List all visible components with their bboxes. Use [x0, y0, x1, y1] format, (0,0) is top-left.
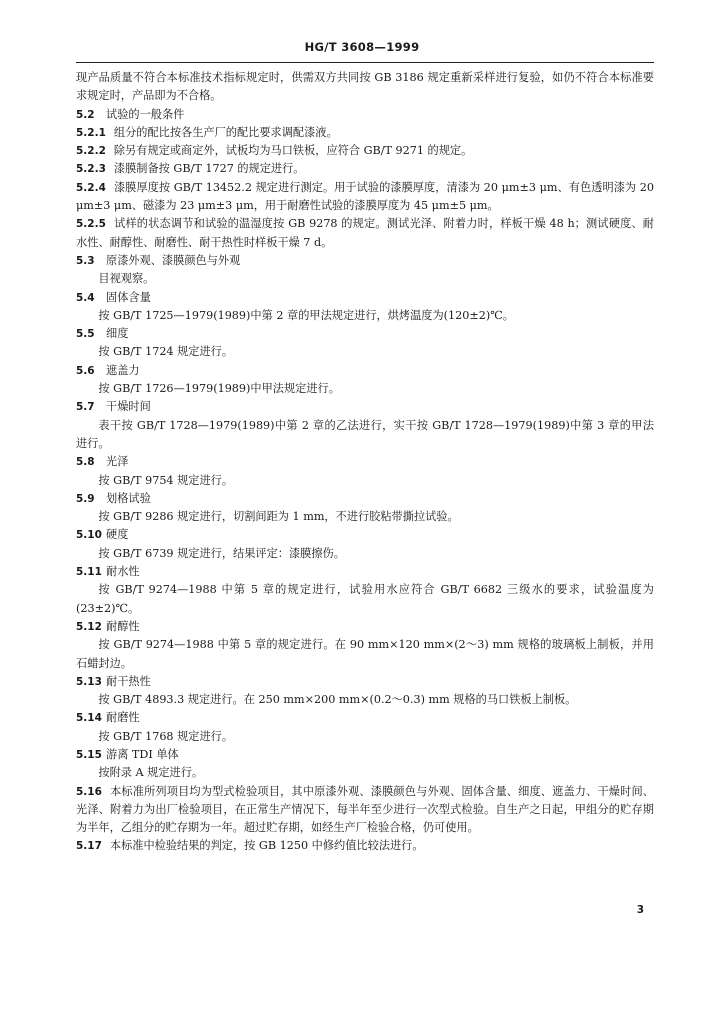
section-title: 试验的一般条件: [106, 107, 185, 121]
section-5-6-body: 按 GB/T 1726—1979(1989)中甲法规定进行。: [98, 382, 340, 396]
clause-text: 除另有规定或商定外，试板均为马口铁板，应符合 GB/T 9271 的规定。: [113, 144, 473, 158]
section-title: 遮盖力: [106, 363, 140, 377]
section-5-4-body: 按 GB/T 1725—1979(1989)中第 2 章的甲法规定进行，烘烤温度为(120±2)℃。: [98, 308, 514, 322]
section-5-3-heading: [76, 252, 654, 270]
clause-5-2-5: [76, 215, 654, 252]
section-5-13-heading: [76, 673, 654, 691]
section-5-8-heading: [76, 453, 654, 471]
section-number: 5.7: [76, 401, 95, 414]
section-title: 原漆外观、漆膜颜色与外观: [106, 253, 241, 267]
section-5-15-body: 按附录 A 规定进行。: [98, 766, 204, 780]
clause-5-2-3: [76, 160, 654, 178]
section-title: 固体含量: [106, 290, 151, 304]
clause-number: 5.2.1: [76, 126, 106, 139]
section-5-11-body: 按 GB/T 9274—1988 中第 5 章的规定进行，试验用水应符合 GB/T 6682 三级水的要求，试验温度为(23±2)℃。: [76, 583, 654, 615]
section-5-13-body: 按 GB/T 4893.3 规定进行。在 250 mm×200 mm×(0.2～0.3) mm 规格的马口铁板上制板。: [98, 693, 577, 707]
section-5-15-heading: [76, 746, 654, 764]
section-5-4-heading: [76, 289, 654, 307]
section-title: 耐水性: [106, 565, 140, 579]
clause-number: 5.2.3: [76, 163, 106, 176]
clause-number: 5.2.4: [76, 181, 106, 194]
section-5-5-body: 按 GB/T 1724 规定进行。: [98, 345, 234, 359]
clause-5-2-1: [76, 124, 654, 142]
section-5-12-heading: [76, 618, 654, 636]
section-5-7-body: 表干按 GB/T 1728—1979(1989)中第 2 章的乙法进行，实干按 GB/T 1728—1979(1989)中第 3 章的甲法进行。: [76, 418, 654, 450]
section-title: 耐干热性: [106, 674, 151, 688]
clause-text: 本标准中检验结果的判定，按 GB 1250 中修约值比较法进行。: [109, 839, 424, 853]
section-title: 耐醇性: [106, 619, 140, 633]
section-title: 游离 TDI 单体: [106, 747, 179, 761]
section-number: 5.12: [76, 620, 102, 633]
section-title: 细度: [106, 327, 129, 341]
section-number: 5.8: [76, 456, 95, 469]
section-5-7-heading: [76, 398, 654, 416]
section-5-3-body: 目视观察。: [98, 272, 155, 286]
clause-number: 5.2.2: [76, 145, 106, 158]
clause-text: 试样的状态调节和试验的温湿度按 GB 9278 的规定。测试光泽、附着力时，样板干燥 48 h；测试硬度、耐水性、耐醇性、耐磨性、耐干热性时样板干燥 7 d。: [76, 217, 654, 249]
section-5-2-heading: [76, 106, 654, 124]
section-number: 5.15: [76, 748, 102, 761]
section-5-12-body: 按 GB/T 9274—1988 中第 5 章的规定进行。在 90 mm×120 mm×(2～3) mm 规格的玻璃板上制板，并用石蜡封边。: [76, 638, 654, 670]
header-divider: [76, 62, 654, 63]
section-title: 划格试验: [106, 491, 151, 505]
section-number: 5.14: [76, 712, 102, 725]
document-body: [76, 69, 654, 856]
section-5-10-heading: [76, 526, 654, 544]
section-number: 5.2: [76, 108, 95, 121]
page-number: 3: [636, 904, 644, 916]
clause-number: 5.16: [76, 785, 102, 798]
clause-text: 漆膜制备按 GB/T 1727 的规定进行。: [113, 162, 305, 176]
section-number: 5.10: [76, 529, 102, 542]
section-5-6-heading: [76, 362, 654, 380]
section-5-9-body: 按 GB/T 9286 规定进行，切割间距为 1 mm，不进行胶粘带撕拉试验。: [98, 510, 459, 524]
clause-text: 组分的配比按各生产厂的配比要求调配漆液。: [113, 125, 338, 139]
section-5-9-heading: [76, 490, 654, 508]
section-title: 光泽: [106, 455, 129, 469]
section-5-14-heading: [76, 709, 654, 727]
section-5-10-body: 按 GB/T 6739 规定进行，结果评定：漆膜擦伤。: [98, 546, 345, 560]
section-5-5-heading: [76, 325, 654, 343]
section-5-11-heading: [76, 563, 654, 581]
section-number: 5.9: [76, 492, 95, 505]
section-number: 5.3: [76, 254, 95, 267]
clause-5-2-4: [76, 179, 654, 216]
section-title: 干燥时间: [106, 400, 151, 414]
section-number: 5.6: [76, 364, 95, 377]
section-title: 耐磨性: [106, 711, 140, 725]
section-5-8-body: 按 GB/T 9754 规定进行。: [98, 473, 234, 487]
section-number: 5.13: [76, 675, 102, 688]
clause-5-2-2: [76, 142, 654, 160]
clause-5-17: [76, 837, 654, 855]
section-5-14-body: 按 GB/T 1768 规定进行。: [98, 729, 234, 743]
section-title: 硬度: [106, 528, 129, 542]
clause-text: 漆膜厚度按 GB/T 13452.2 规定进行测定。用于试验的漆膜厚度，清漆为 20 μm±3 μm、有色透明漆为 20 μm±3 μm、磁漆为 23 μm±3 μm，用于耐磨性试验的漆膜厚度为 45 μm±5 μm。: [76, 180, 654, 213]
standard-code-header: HG/T 3608—1999: [304, 40, 420, 54]
section-number: 5.11: [76, 566, 102, 579]
continued-paragraph: 现产品质量不符合本标准技术指标规定时，供需双方共同按 GB 3186 规定重新采样进行复验，如仍不符合本标准要求规定时，产品即为不合格。: [76, 71, 654, 103]
clause-number: 5.2.5: [76, 218, 106, 231]
section-number: 5.5: [76, 328, 95, 341]
section-number: 5.4: [76, 291, 95, 304]
clause-text: 本标准所列项目均为型式检验项目，其中原漆外观、漆膜颜色与外观、固体含量、细度、遮盖力、干燥时间、光泽、附着力为出厂检验项目，在正常生产情况下，每半年至少进行一次型式检验。自生产之日起，甲组分的贮存期为半年，乙组分的贮存期为一年。超过贮存期，如经生产厂检验合格，仍可使用。: [76, 784, 654, 835]
clause-number: 5.17: [76, 840, 102, 853]
clause-5-16: [76, 783, 654, 838]
